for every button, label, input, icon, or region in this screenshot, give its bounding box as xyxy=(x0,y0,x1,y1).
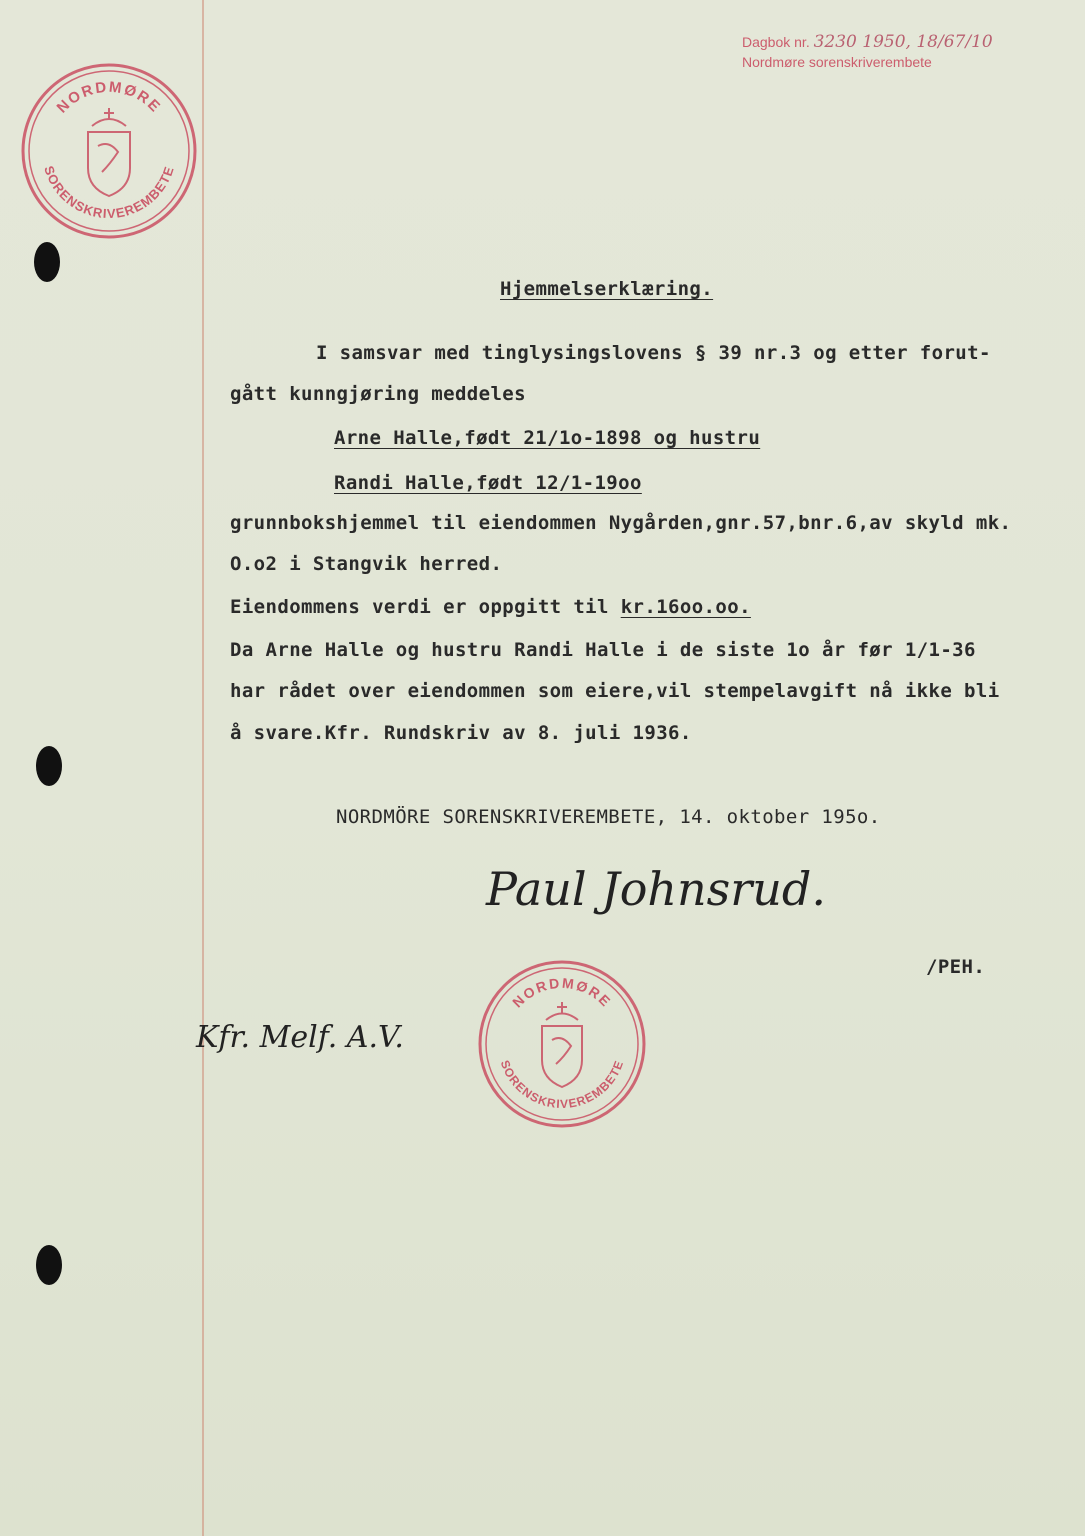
paragraph-line: grunnbokshjemmel til eiendommen Nygården,gnr.57,bnr.6,av skyld mk. xyxy=(230,512,1012,534)
typist-initials: /PEH. xyxy=(926,956,986,978)
paragraph-line: har rådet over eiendommen som eiere,vil stempelavgift nå ikke bli xyxy=(230,680,1000,702)
margin-line xyxy=(202,0,204,1536)
owner-line: Arne Halle,født 21/1o-1898 og hustru xyxy=(334,427,761,449)
paragraph-line: Da Arne Halle og hustru Randi Halle i de siste 1o år før 1/1-36 xyxy=(230,639,976,661)
punch-hole xyxy=(36,1245,62,1285)
svg-text:SORENSKRIVEREMBETE xyxy=(498,1058,627,1111)
paragraph-line: gått kunngjøring meddeles xyxy=(230,383,526,405)
value-amount: kr.16oo.oo. xyxy=(620,596,751,618)
court-seal-icon xyxy=(476,958,648,1130)
svg-text:SORENSKRIVEREMBETE xyxy=(41,164,177,221)
punch-hole xyxy=(36,746,62,786)
place-date-line: NORDMÖRE SORENSKRIVEREMBETE, 14. oktober 195o. xyxy=(336,806,881,828)
journal-stamp xyxy=(742,32,993,72)
seal-top-text: NORDMØRE xyxy=(509,974,615,1011)
journal-stamp-office: Nordmøre sorenskriverembete xyxy=(742,54,932,70)
paragraph-line: O.o2 i Stangvik herred. xyxy=(230,553,503,575)
signature: Paul Johnsrud. xyxy=(486,862,826,916)
margin-note: Kfr. Melf. A.V. xyxy=(196,1020,404,1055)
court-seal-icon xyxy=(18,60,200,242)
document-title: Hjemmelserklæring. xyxy=(500,278,714,300)
journal-stamp-prefix: Dagbok nr. xyxy=(742,34,810,50)
seal-bottom-text: SORENSKRIVEREMBETE xyxy=(41,163,177,222)
value-line xyxy=(230,596,751,618)
owner-line: Randi Halle,født 12/1-19oo xyxy=(334,472,642,494)
seal-bottom-text: SORENSKRIVEREMBETE xyxy=(497,1058,627,1112)
seal-top-text: NORDMØRE xyxy=(53,78,165,117)
journal-number-handwritten: 3230 1950, 18/67/10 xyxy=(813,32,993,52)
punch-hole xyxy=(34,242,60,282)
paragraph-line: I samsvar med tinglysingslovens § 39 nr.3 og etter forut- xyxy=(316,342,991,364)
value-prefix: Eiendommens verdi er oppgitt til xyxy=(230,596,621,618)
paragraph-line: å svare.Kfr. Rundskriv av 8. juli 1936. xyxy=(230,722,692,744)
